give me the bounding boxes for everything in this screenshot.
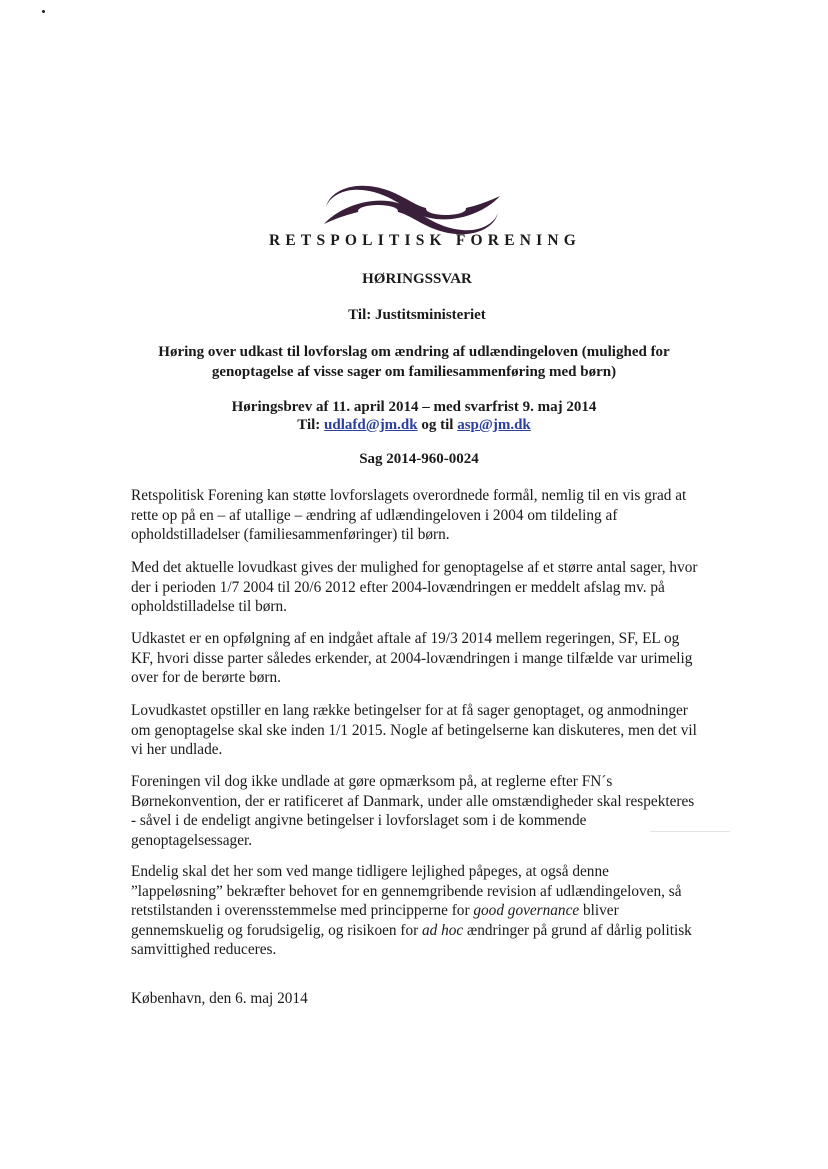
subject-line-1: Høring over udkast til lovforslag om ændring af udlændingeloven (mulighed for bbox=[158, 344, 670, 360]
paragraph-3-text: Udkastet er en opfølgning af en indgået aftale af 19/3 2014 mellem regeringen, SF, EL og KF, hvori disse parter således erkender, at 2004-lovændringen i mange tilfælde var urimelig over for de berørte børn. bbox=[131, 630, 693, 686]
email-line bbox=[0, 416, 828, 434]
scan-speck bbox=[42, 10, 45, 13]
paragraph-5 bbox=[131, 772, 701, 850]
paragraph-6-part-1: Endelig skal det her som ved mange tidligere lejlighed påpeges, at også denne ”lappeløsning” bekræfter behovet for en gennemgribende revision af udlændingeloven, så retstilstanden i overensstemmelse med principperne for bbox=[131, 863, 682, 919]
hearing-letter-line: Høringsbrev af 11. april 2014 – med svarfrist 9. maj 2014 bbox=[231, 399, 597, 415]
paragraph-2 bbox=[131, 558, 701, 617]
hearing-letter-block bbox=[0, 398, 828, 434]
paragraph-4 bbox=[131, 701, 701, 760]
paragraph-6 bbox=[131, 862, 701, 960]
paragraph-6-text bbox=[131, 862, 701, 960]
infinity-ribbon-logo-icon bbox=[322, 184, 502, 236]
paragraph-1 bbox=[131, 486, 701, 545]
signature-place-date: København, den 6. maj 2014 bbox=[131, 990, 308, 1007]
recipient-line: Til: Justitsministeriet bbox=[348, 307, 486, 323]
paragraph-3 bbox=[131, 629, 701, 688]
organization-name: RETSPOLITISK FORENING bbox=[268, 232, 582, 249]
paragraph-6-part-3: ændringer på grund af dårlig politisk samvittighed reduceres. bbox=[131, 921, 692, 958]
paragraph-6-italic-ad-hoc: ad hoc bbox=[422, 921, 464, 939]
email-link-asp[interactable]: asp@jm.dk bbox=[457, 417, 531, 433]
subject-line-2: genoptagelse af visse sager om familiesammenføring med børn) bbox=[211, 364, 617, 380]
subject-block bbox=[0, 342, 828, 382]
paragraph-6-italic-good-governance: good governance bbox=[473, 902, 580, 919]
email-prefix: Til: bbox=[297, 417, 325, 433]
case-number: Sag 2014-960-0024 bbox=[359, 451, 479, 467]
paragraph-6-part-2: bliver gennemskuelig og forudsigelig, og risikoen for bbox=[131, 902, 619, 939]
paragraph-1-text: Retspolitisk Forening kan støtte lovforslagets overordnede formål, nemlig til en vis grad at rette op på en – af utallige – ændring af udlændingeloven i 2004 om tildeling af opholdstilladelser (familiesammenføringer) til børn. bbox=[131, 487, 687, 543]
paragraph-4-text: Lovudkastet opstiller en lang række betingelser for at få sager genoptaget, og anmodninger om genoptagelse skal ske inden 1/1 2015. Nogle af betingelserne kan diskuteres, men det vil vi her undlade. bbox=[131, 702, 697, 758]
scan-artifact-line bbox=[650, 831, 730, 832]
paragraph-5-text: Foreningen vil dog ikke undlade at gøre opmærksom på, at reglerne efter FN´s Børnekonvention, der er ratificeret af Danmark, under alle omstændigheder skal respekteres - såvel i de endeligt angivne betingelser i lovforslaget som i de kommende genoptagelsessager. bbox=[131, 773, 695, 849]
paragraph-2-text: Med det aktuelle lovudkast gives der mulighed for genoptagelse af et større antal sager, hvor der i perioden 1/7 2004 til 20/6 2012 efter 2004-lovændringen er meddelt afslag mv. på opholdstilladelse til børn. bbox=[131, 559, 698, 615]
email-middle: og til bbox=[417, 417, 458, 433]
document-heading: HØRINGSSVAR bbox=[362, 271, 472, 287]
email-link-udlafd[interactable]: udlafd@jm.dk bbox=[324, 417, 418, 433]
